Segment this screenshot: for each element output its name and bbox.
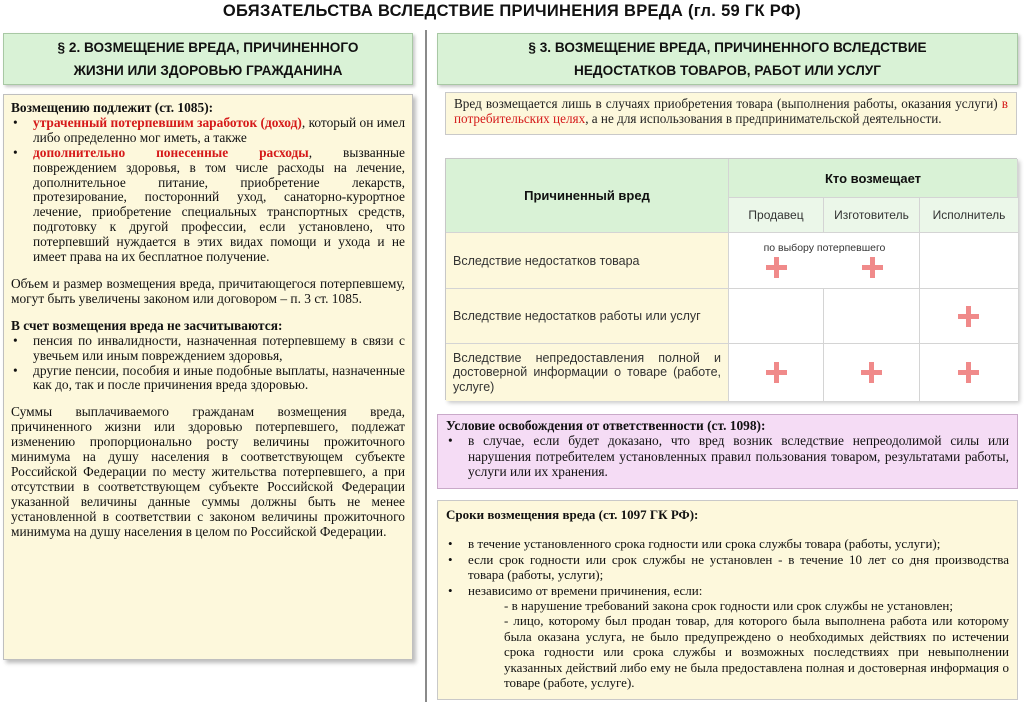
right-section-header	[437, 33, 1018, 85]
table-cell-executor	[920, 344, 1018, 401]
terms-box	[437, 500, 1018, 700]
table-cell-seller	[729, 344, 824, 401]
table-cell-executor	[920, 233, 1018, 289]
table-row-label: Вследствие непредоставления полной и достоверной информации о товаре (работе, услуге)	[446, 344, 729, 401]
plus-icon	[958, 362, 979, 383]
consumer-purpose-note: Вред возмещается лишь в случаях приобретения товара (выполнения работы, оказания услуги) в потребительских целях, а не для использования в предпринимательской деятельности.	[445, 92, 1017, 135]
condition-item: • в случае, если будет доказано, что вред возник вследствие непреодолимой силы или нарушения потребителем установленных правил пользования товаром, результатами работы, услуги или их хранения.	[468, 433, 1009, 479]
left-header-line2: ЖИЗНИ ИЛИ ЗДОРОВЬЮ ГРАЖДАНИНА	[73, 63, 343, 78]
column-divider	[425, 30, 427, 702]
plus-icon	[766, 257, 787, 278]
plus-icon	[958, 306, 979, 327]
terms-item: • в течение установленного срока годности или срока службы товара (работы, услуги);	[468, 536, 1009, 551]
left-header-line1: § 2. ВОЗМЕЩЕНИЕ ВРЕДА, ПРИЧИНЕННОГО	[57, 40, 359, 55]
table-row-label: Вследствие недостатков работы или услуг	[446, 289, 729, 344]
condition-list	[446, 433, 1009, 479]
table-row1-note: по выбору потерпевшего	[763, 242, 886, 254]
right-header-line2: НЕДОСТАТКОВ ТОВАРОВ, РАБОТ ИЛИ УСЛУГ	[574, 63, 881, 78]
right-header-line1: § 3. ВОЗМЕЩЕНИЕ ВРЕДА, ПРИЧИНЕННОГО ВСЛЕДСТВИЕ	[528, 40, 927, 55]
terms-heading: Сроки возмещения вреда (ст. 1097 ГК РФ):	[446, 507, 699, 522]
exemption-condition-box	[437, 414, 1018, 489]
terms-list	[446, 536, 1009, 598]
not-counted-list	[11, 334, 405, 394]
table-cell-seller	[729, 289, 824, 344]
table-cell-executor	[920, 289, 1018, 344]
left-section-header	[3, 33, 413, 85]
table-cell-manufacturer	[824, 289, 920, 344]
condition-heading: Условие освобождения от ответственности (ст. 1098):	[446, 418, 766, 433]
page-title: ОБЯЗАТЕЛЬСТВА ВСЛЕДСТВИЕ ПРИЧИНЕНИЯ ВРЕДА (гл. 59 ГК РФ)	[222, 2, 802, 20]
indexation-text: Суммы выплачиваемого гражданам возмещения вреда, причиненного жизни или здоровью потерпевшего, подлежат изменению пропорционально росту величины прожиточного минимума на душу населения в соответствующем субъекте Российской Федерации по месту жительства потерпевшего, а при отсутствии в соответствующем субъекте Российской Федерации указанной величины данные суммы должны быть не менее установленной в соответствии с законом величины прожиточного минимума на душу населения в целом по Российской Федерации.	[11, 404, 405, 539]
subject-item-expenses: • дополнительно понесенные расходы, вызванные повреждением здоровья, в том числе расходы на лечение, дополнительное питание, приобретение лекарств, протезирование, посторонний уход, санаторно-курортное лечение, приобретение специальных транспортных средств, подготовку к другой профессии, если установлено, что потерпевший нуждается в этих видах помощи и ухода и не имеет права на их бесплатное получение.	[33, 146, 405, 265]
table-header-seller: Продавец	[729, 198, 824, 233]
not-counted-heading: В счет возмещения вреда не засчитываются:	[11, 317, 283, 333]
table-header-harm: Причиненный вред	[446, 159, 729, 233]
table-header-who: Кто возмещает	[729, 159, 1018, 198]
table-header-executor: Исполнитель	[920, 198, 1018, 233]
table-header-manufacturer: Изготовитель	[824, 198, 920, 233]
table-cell-manufacturer	[824, 344, 920, 401]
volume-text: Объем и размер возмещения вреда, причитающегося потерпевшему, могут быть увеличены законом или договором – п. 3 ст. 1085.	[11, 275, 405, 306]
liability-table	[445, 158, 1017, 400]
terms-subitem: - в нарушение требований закона срок годности или срок службы не установлен;	[504, 598, 953, 614]
terms-subitem: - лицо, которому был продан товар, для которого была выполнена работа или которому была оказана услуга, не было предупреждено о необходимых действиях по истечении срока годности или срока службы и возможных последствиях при невыполнении указанных действий либо ему не была предоставлена полная и достоверная информация о товаре (работе, услуге).	[504, 613, 1009, 691]
not-counted-item: • пенсия по инвалидности, назначенная потерпевшему в связи с увечьем или иным повреждением здоровья,	[33, 334, 405, 364]
terms-item: • независимо от времени причинения, если:	[468, 583, 1009, 598]
plus-icon	[766, 362, 787, 383]
left-content-box	[3, 94, 413, 660]
subject-heading: Возмещению подлежит (ст. 1085):	[11, 100, 214, 115]
table-row-label: Вследствие недостатков товара	[446, 233, 729, 289]
subject-item-income: • утраченный потерпевшим заработок (доход), который он имел либо определенно мог иметь, а также	[33, 116, 405, 146]
plus-icon	[861, 362, 882, 383]
table-cell-seller-manufacturer	[729, 233, 920, 289]
subject-list	[11, 116, 405, 265]
plus-icon	[862, 257, 883, 278]
terms-item: • если срок годности или срок службы не установлен - в течение 10 лет со дня производства товара (работы, услуги);	[468, 552, 1009, 583]
not-counted-item: • другие пенсии, пособия и иные подобные выплаты, назначенные как до, так и после причинения вреда здоровью.	[33, 364, 405, 394]
